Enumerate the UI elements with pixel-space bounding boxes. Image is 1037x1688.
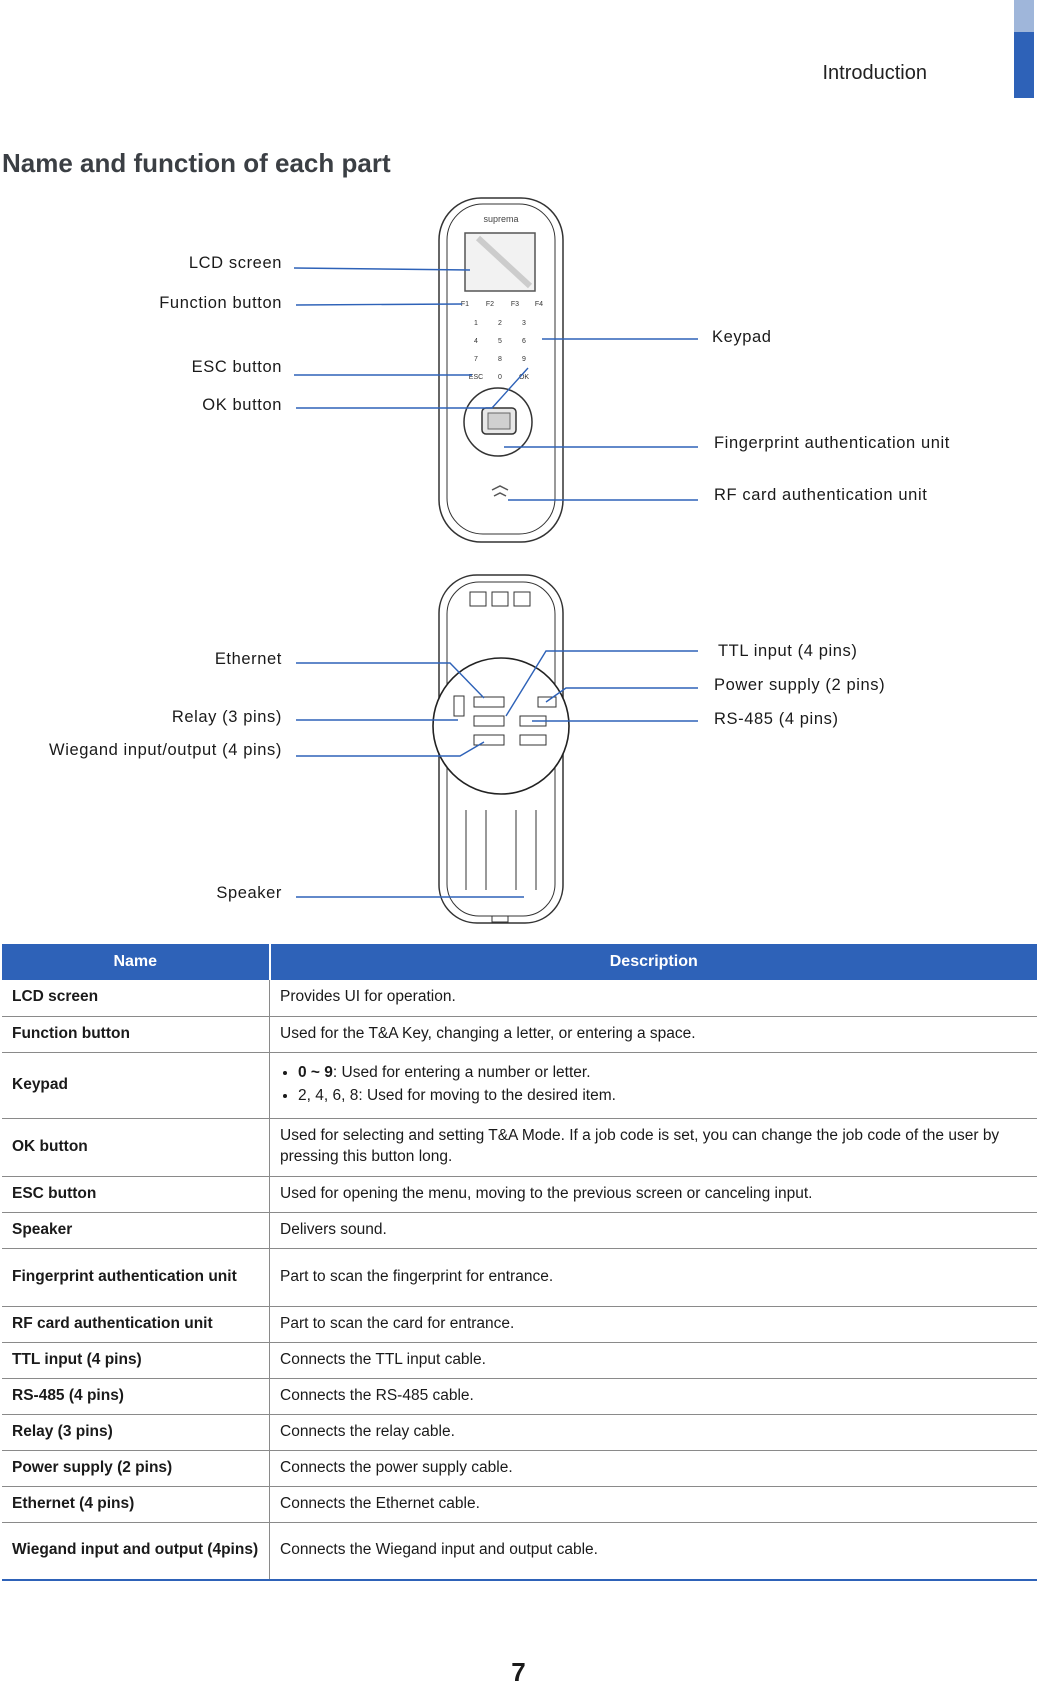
table-row xyxy=(2,1016,1037,1052)
row-name: Function button xyxy=(2,1016,270,1052)
page-title: Name and function of each part xyxy=(2,148,391,179)
table-row xyxy=(2,980,1037,1016)
svg-text:9: 9 xyxy=(522,356,526,363)
header-tab-light xyxy=(1014,0,1034,32)
row-description: Connects the relay cable. xyxy=(270,1414,1037,1450)
table-row xyxy=(2,1522,1037,1580)
device-figure xyxy=(0,190,1037,930)
row-name: OK button xyxy=(2,1118,270,1176)
bullet-text: : Used for entering a number or letter. xyxy=(333,1064,591,1081)
row-description: Part to scan the card for entrance. xyxy=(270,1306,1037,1342)
row-description: Connects the RS-485 cable. xyxy=(270,1378,1037,1414)
row-description: Provides UI for operation. xyxy=(270,980,1037,1016)
svg-text:2: 2 xyxy=(498,320,502,327)
row-name: Wiegand input and output (4pins) xyxy=(2,1522,270,1580)
svg-text:5: 5 xyxy=(498,338,502,345)
svg-text:6: 6 xyxy=(522,338,526,345)
row-description: Connects the Ethernet cable. xyxy=(270,1486,1037,1522)
table-row xyxy=(2,1486,1037,1522)
bullet-bold-text: 0 ~ 9 xyxy=(298,1064,333,1081)
keypad-bullet-list xyxy=(280,1063,1027,1107)
callout-relay: Relay (3 pins) xyxy=(100,708,282,727)
row-name: ESC button xyxy=(2,1176,270,1212)
bullet-item xyxy=(298,1063,1027,1084)
row-description: Connects the Wiegand input and output cable. xyxy=(270,1522,1037,1580)
row-description: Used for selecting and setting T&A Mode. If a job code is set, you can change the job code of the user by pressing this button long. xyxy=(270,1118,1037,1176)
row-name: Fingerprint authentication unit xyxy=(2,1248,270,1306)
row-description: Delivers sound. xyxy=(270,1212,1037,1248)
svg-text:F2: F2 xyxy=(486,301,494,308)
row-name: Relay (3 pins) xyxy=(2,1414,270,1450)
table-row xyxy=(2,1414,1037,1450)
svg-text:8: 8 xyxy=(498,356,502,363)
row-name: Speaker xyxy=(2,1212,270,1248)
row-name: Power supply (2 pins) xyxy=(2,1450,270,1486)
svg-text:F4: F4 xyxy=(535,301,543,308)
header-tab-dark xyxy=(1014,32,1034,98)
row-description: Used for the T&A Key, changing a letter, or entering a space. xyxy=(270,1016,1037,1052)
table-row xyxy=(2,1118,1037,1176)
table-row xyxy=(2,1378,1037,1414)
row-description-list xyxy=(270,1052,1037,1118)
callout-function-button: Function button xyxy=(100,294,282,313)
table-header-row xyxy=(2,944,1037,980)
front-key-labels xyxy=(461,301,543,381)
svg-text:3: 3 xyxy=(522,320,526,327)
callout-esc-button: ESC button xyxy=(140,358,282,377)
table-row xyxy=(2,1306,1037,1342)
table-row xyxy=(2,1176,1037,1212)
callout-ok-button: OK button xyxy=(140,396,282,415)
svg-text:F3: F3 xyxy=(511,301,519,308)
svg-text:0: 0 xyxy=(498,374,502,381)
svg-text:7: 7 xyxy=(474,356,478,363)
column-header-name: Name xyxy=(2,944,270,980)
callout-wiegand: Wiegand input/output (4 pins) xyxy=(20,741,282,760)
svg-text:OK: OK xyxy=(519,374,529,381)
callout-rs485: RS-485 (4 pins) xyxy=(714,710,839,729)
row-name: LCD screen xyxy=(2,980,270,1016)
svg-text:1: 1 xyxy=(474,320,478,327)
row-description: Connects the TTL input cable. xyxy=(270,1342,1037,1378)
table-row xyxy=(2,1052,1037,1118)
parts-table xyxy=(2,944,1037,1581)
table-row xyxy=(2,1248,1037,1306)
row-name: Ethernet (4 pins) xyxy=(2,1486,270,1522)
svg-text:ESC: ESC xyxy=(469,374,483,381)
front-device xyxy=(439,198,563,542)
bullet-item xyxy=(298,1086,1027,1107)
callout-ttl-input: TTL input (4 pins) xyxy=(718,642,858,661)
row-description: Used for opening the menu, moving to the previous screen or canceling input. xyxy=(270,1176,1037,1212)
table-row xyxy=(2,1450,1037,1486)
brand-label: suprema xyxy=(483,214,518,224)
row-name: Keypad xyxy=(2,1052,270,1118)
table-row xyxy=(2,1212,1037,1248)
svg-text:4: 4 xyxy=(474,338,478,345)
callout-lcd-screen: LCD screen xyxy=(140,254,282,273)
column-header-description: Description xyxy=(270,944,1037,980)
front-callout-lines xyxy=(294,268,698,500)
callout-rf-card-unit: RF card authentication unit xyxy=(714,486,927,505)
row-description: Part to scan the fingerprint for entrance. xyxy=(270,1248,1037,1306)
callout-power-supply: Power supply (2 pins) xyxy=(714,676,885,695)
svg-text:F1: F1 xyxy=(461,301,469,308)
callout-fingerprint-unit: Fingerprint authentication unit xyxy=(714,434,950,453)
section-header-label: Introduction xyxy=(822,62,927,85)
bullet-text: : Used for moving to the desired item. xyxy=(358,1087,616,1104)
callout-ethernet: Ethernet xyxy=(140,650,282,669)
page-number: 7 xyxy=(0,1657,1037,1688)
row-name: RF card authentication unit xyxy=(2,1306,270,1342)
back-device xyxy=(433,575,569,923)
table-row xyxy=(2,1342,1037,1378)
callout-speaker: Speaker xyxy=(140,884,282,903)
row-name: TTL input (4 pins) xyxy=(2,1342,270,1378)
row-name: RS-485 (4 pins) xyxy=(2,1378,270,1414)
bullet-keys-text: 2, 4, 6, 8 xyxy=(298,1087,358,1104)
row-description: Connects the power supply cable. xyxy=(270,1450,1037,1486)
callout-keypad: Keypad xyxy=(712,328,772,347)
